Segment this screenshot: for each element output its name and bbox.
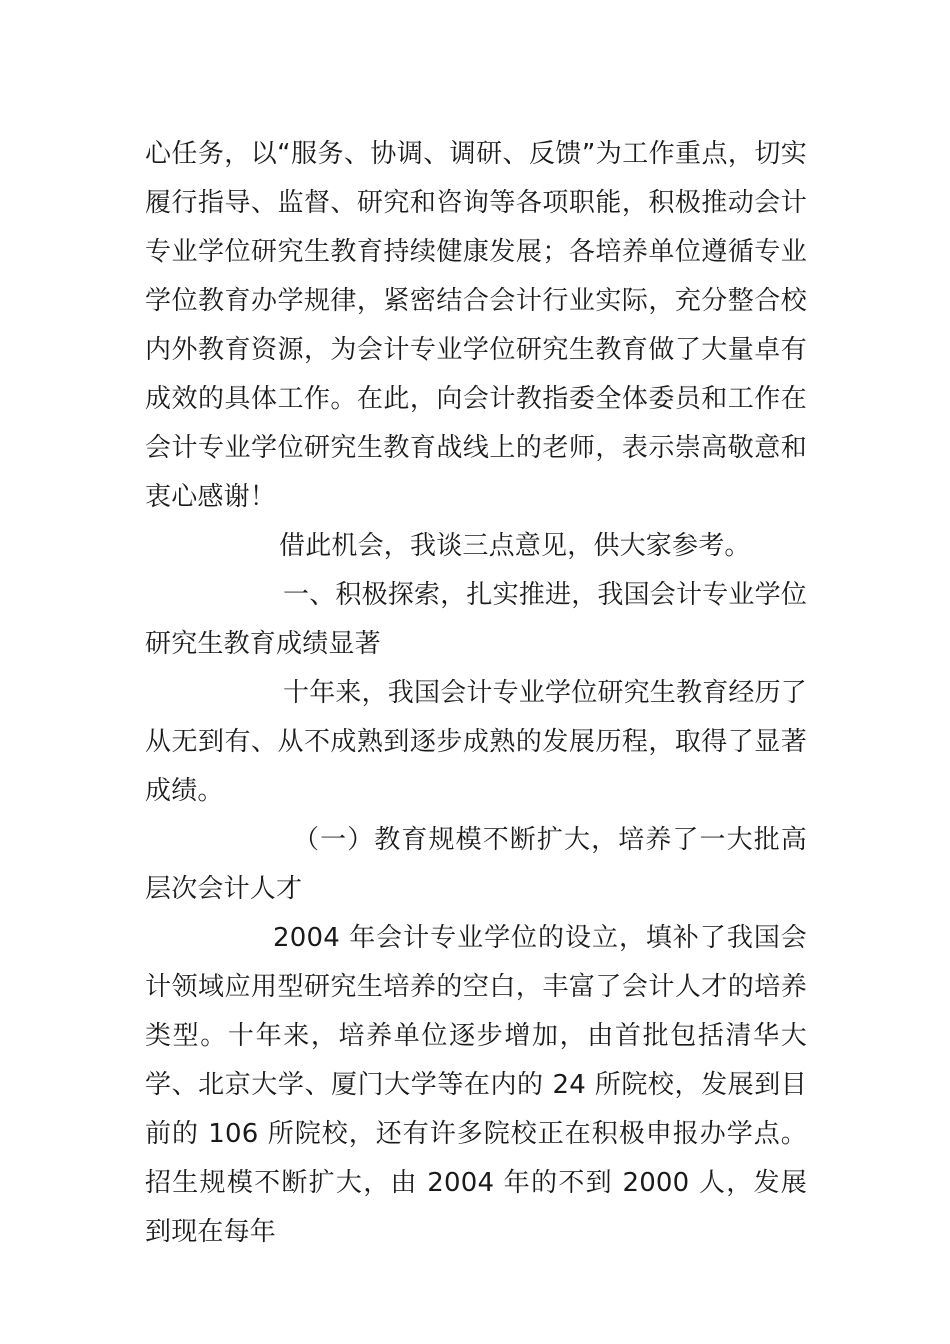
subsection-heading-1: （一）教育规模不断扩大，培养了一大批高层次会计人才 xyxy=(145,825,807,904)
paragraph-scale: 2004 年会计专业学位的设立，填补了我国会计领域应用型研究生培养的空白，丰富了会计人才的培养类型。十年来，培养单位逐步增加，由首批包括清华大学、北京大学、厦门大学等在内的 24 所院校，发展到目前的 106 所院校，还有许多院校正在积极申报办学点。招生规模不断扩大，由 2004 年的不到 2000 人，发展到现在每年 xyxy=(145,923,807,1247)
paragraph-intro-opinions: 借此机会，我谈三点意见，供大家参考。 xyxy=(279,531,751,561)
paragraph-continuation: 心任务，以“服务、协调、调研、反馈”为工作重点，切实履行指导、监督、研究和咨询等各项职能，积极推动会计专业学位研究生教育持续健康发展；各培养单位遵循专业学位教育办学规律，紧密结合会计行业实际，充分整合校内外教育资源，为会计专业学位研究生教育做了大量卓有成效的具体工作。在此，向会计教指委全体委员和工作在会计专业学位研究生教育战线上的老师，表示崇高敬意和衷心感谢！ xyxy=(145,139,807,512)
paragraph-ten-years: 十年来，我国会计专业学位研究生教育经历了从无到有、从不成熟到逐步成熟的发展历程，取得了显著成绩。 xyxy=(145,678,808,806)
section-heading-1: 一、积极探索，扎实推进，我国会计专业学位研究生教育成绩显著 xyxy=(145,580,808,659)
document-body xyxy=(145,130,807,1257)
